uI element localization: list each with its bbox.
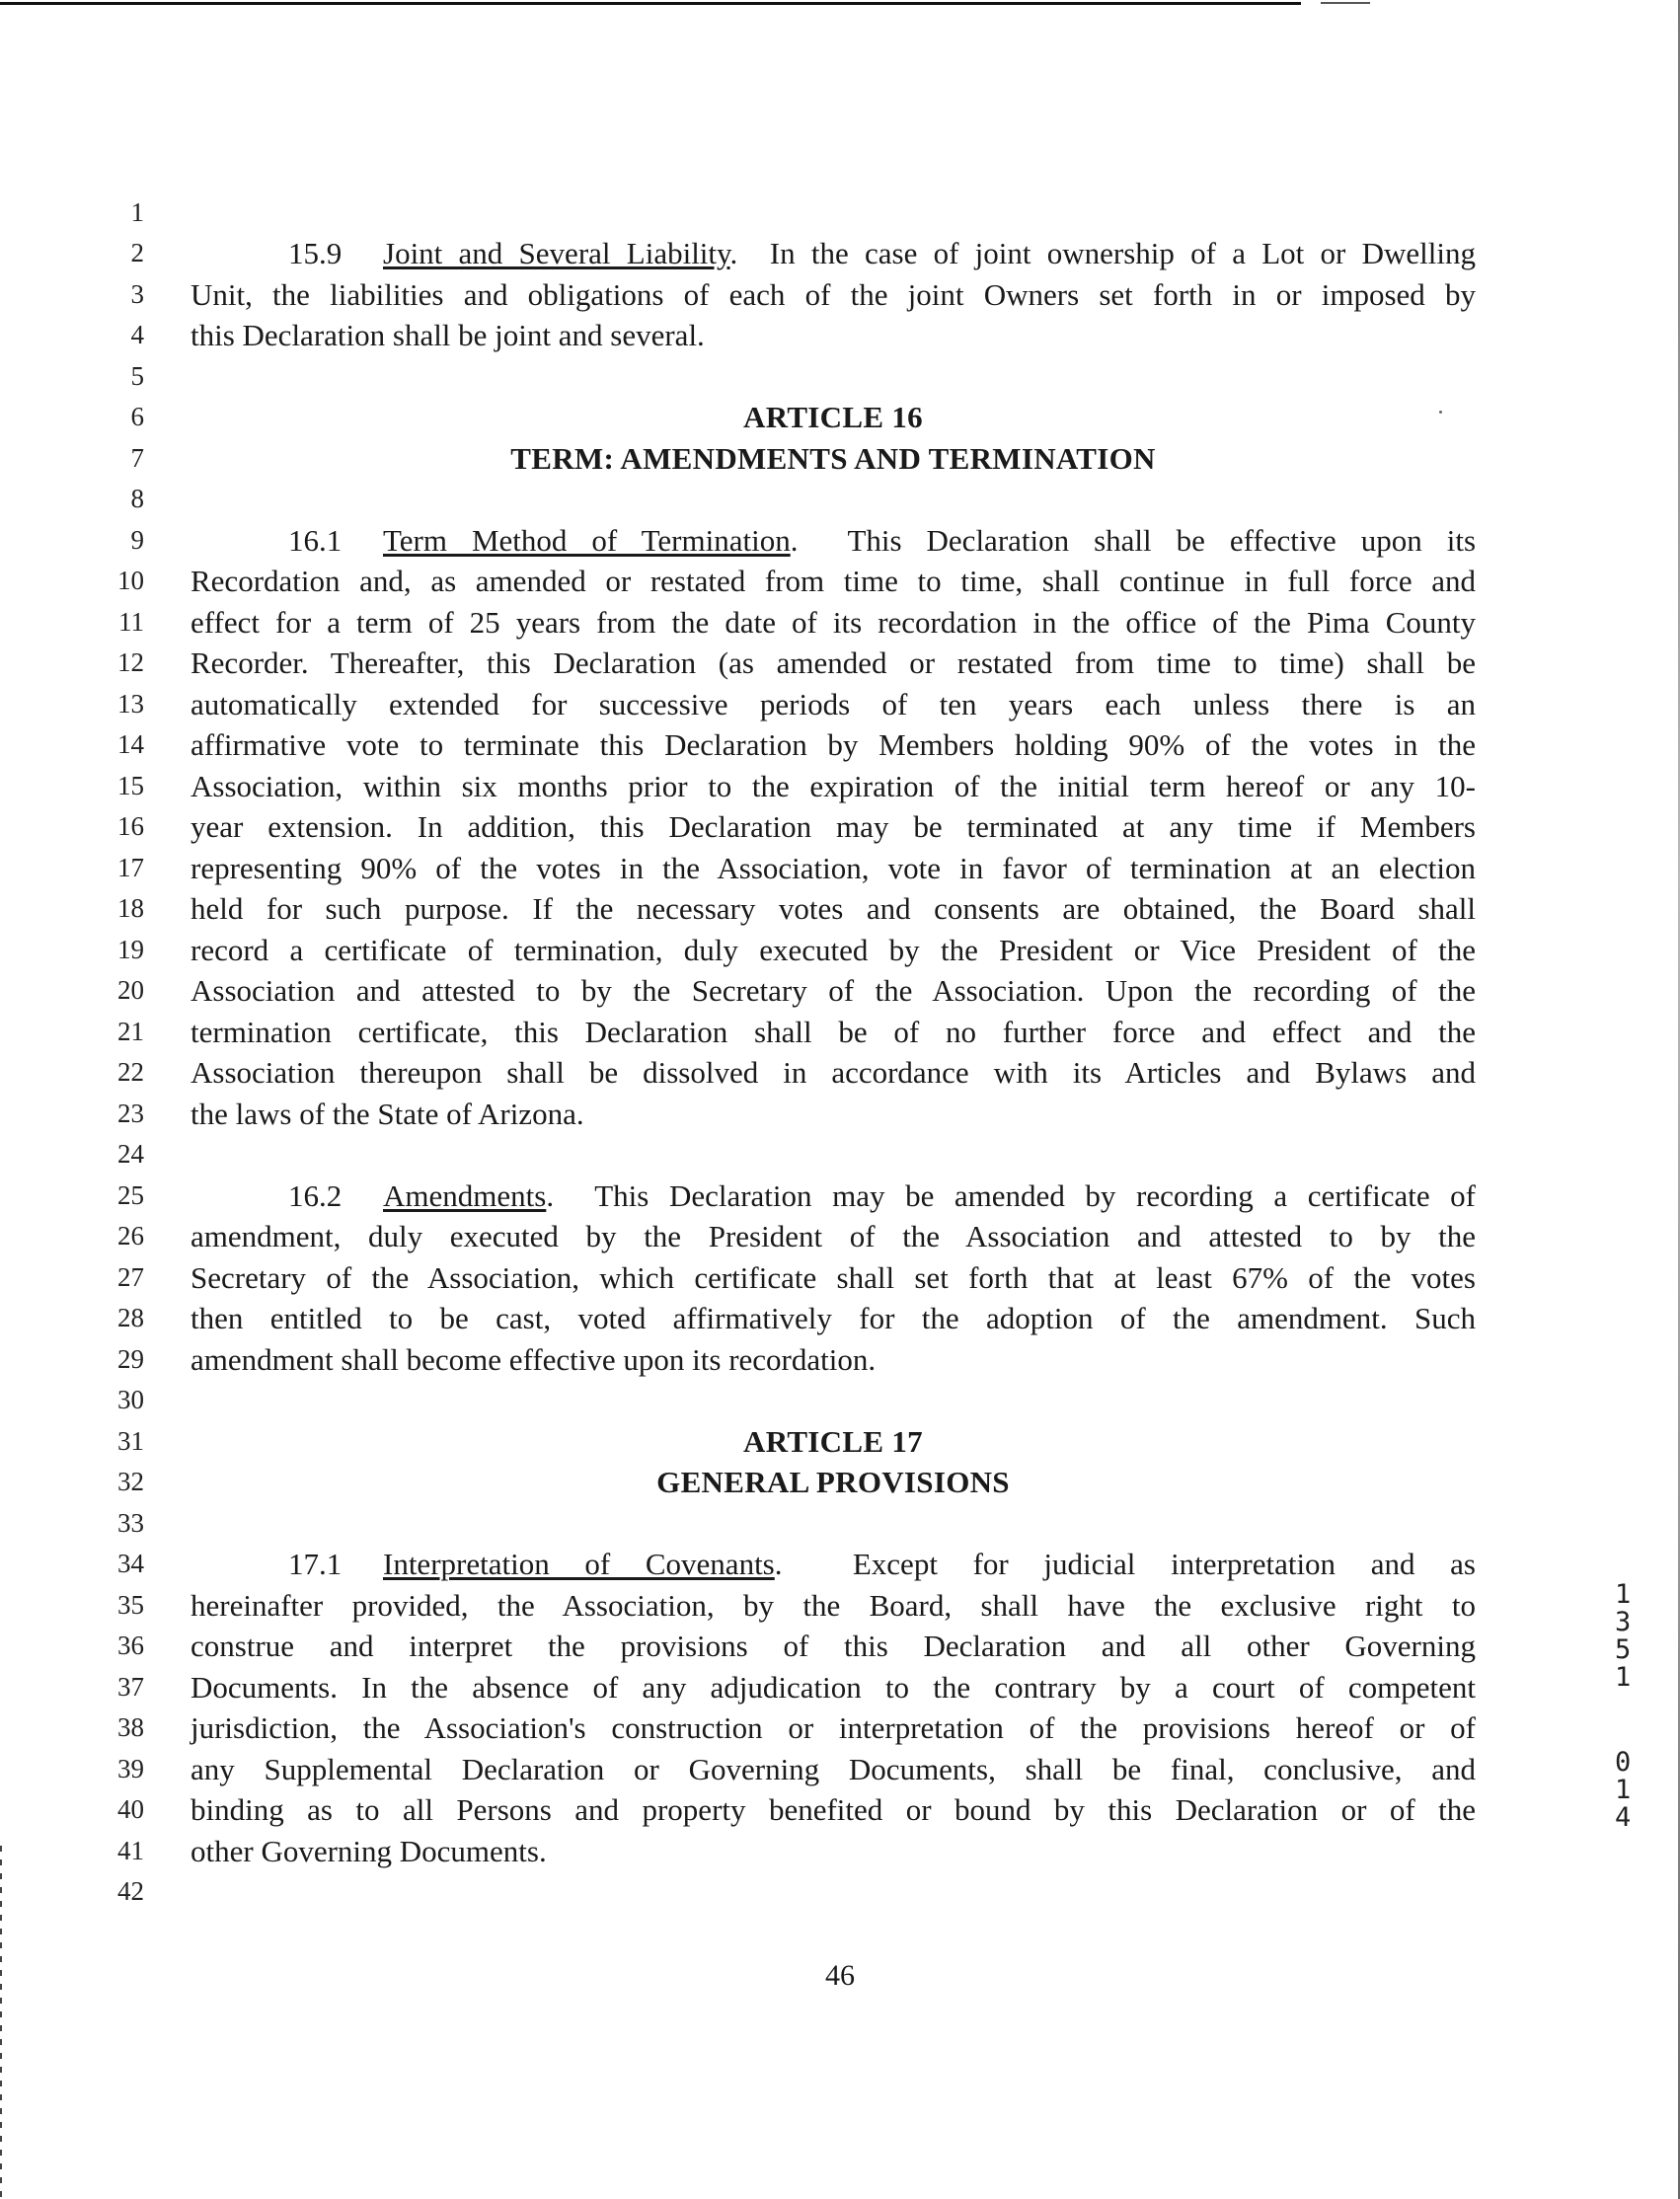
line-number: 29: [117, 1344, 144, 1374]
left-scan-edge: [0, 1846, 2, 2199]
line-number: 17: [117, 853, 144, 882]
line-number: 8: [130, 484, 144, 513]
article-16-heading: ARTICLE 16: [743, 400, 923, 434]
section-15-9-line: 15.9 Joint and Several Liability. In the case of joint ownership of a Lot or Dwelling: [288, 236, 1477, 270]
section-17-1-number: 17.1: [288, 1547, 343, 1581]
stamp-digit: 4: [1615, 1802, 1632, 1833]
line-number: 37: [117, 1672, 144, 1702]
stamp-digit: 3: [1615, 1607, 1632, 1637]
line-number: 36: [117, 1630, 144, 1660]
section-16-2-line: Secretary of the Association, which certificate shall set forth that at least 67% of the votes: [191, 1260, 1476, 1295]
section-16-2-text: This Declaration may be amended by recording a certificate of: [594, 1178, 1477, 1213]
line-number: 38: [117, 1712, 144, 1742]
article-17-subheading: GENERAL PROVISIONS: [656, 1465, 1010, 1499]
section-15-9-title: Joint and Several Liability: [383, 236, 730, 270]
line-number: 7: [130, 443, 144, 473]
line-number: 15: [117, 771, 144, 800]
line-number: 9: [130, 525, 144, 555]
article-16-subheading: TERM: AMENDMENTS AND TERMINATION: [510, 441, 1156, 476]
line-number: 28: [117, 1303, 144, 1332]
stamp-digit: 1: [1615, 1579, 1632, 1610]
line-number: 13: [117, 689, 144, 719]
section-16-2-line: amendment shall become effective upon its recordation.: [191, 1342, 877, 1377]
line-number: 18: [117, 893, 144, 923]
section-16-1-line: effect for a term of 25 years from the date of its recordation in the office of the Pima County: [191, 605, 1476, 640]
section-17-1-line: Documents. In the absence of any adjudication to the contrary by a court of competent: [191, 1670, 1476, 1705]
section-16-1-line: Association thereupon shall be dissolved in accordance with its Articles and Bylaws and: [191, 1055, 1476, 1090]
line-number: 4: [130, 320, 144, 349]
line-number: 34: [117, 1549, 144, 1578]
line-number: 12: [117, 647, 144, 677]
line-number: 1: [130, 197, 144, 227]
line-number: 35: [117, 1590, 144, 1620]
stamp-digit: 1: [1615, 1775, 1632, 1805]
line-number: 41: [117, 1836, 144, 1865]
line-number: 21: [117, 1017, 144, 1046]
section-16-2-title: Amendments: [383, 1178, 547, 1213]
section-16-1-line: Association and attested to by the Secretary of the Association. Upon the recording of the: [191, 973, 1476, 1008]
section-17-1-line: hereinafter provided, the Association, by the Board, shall have the exclusive right to: [191, 1588, 1476, 1623]
line-number: 30: [117, 1385, 144, 1414]
line-number: 31: [117, 1426, 144, 1456]
recording-number-stamp: [1611, 1579, 1650, 1915]
section-17-1-line: other Governing Documents.: [191, 1834, 547, 1868]
section-16-1-line: held for such purpose. If the necessary votes and consents are obtained, the Board shall: [191, 891, 1476, 926]
section-16-1-number: 16.1: [288, 523, 343, 558]
line-number: 10: [117, 566, 144, 595]
line-number: 22: [117, 1057, 144, 1087]
line-number: 20: [117, 975, 144, 1005]
line-number: 39: [117, 1754, 144, 1783]
section-17-1-line: 17.1 Interpretation of Covenants. Except for judicial interpretation and as: [288, 1547, 1476, 1581]
section-16-2-line: 16.2 Amendments. This Declaration may be amended by recording a certificate of: [288, 1178, 1477, 1213]
line-number: 11: [118, 607, 144, 637]
section-17-1-text: Except for judicial interpretation and as: [852, 1547, 1476, 1581]
section-16-1-line: representing 90% of the votes in the Association, vote in favor of termination at an election: [191, 851, 1476, 885]
section-17-1-title: Interpretation of Covenants: [383, 1547, 775, 1581]
section-16-1-line: automatically extended for successive periods of ten years each unless there is an: [191, 687, 1476, 721]
section-16-1-line: Recordation and, as amended or restated from time to time, shall continue in full force and: [191, 564, 1476, 598]
line-number: 33: [117, 1508, 144, 1538]
stamp-digit: 5: [1615, 1634, 1632, 1665]
section-16-1-line: record a certificate of termination, duly executed by the President or Vice President of the: [191, 933, 1476, 967]
line-number: 32: [117, 1467, 144, 1496]
section-17-1-line: any Supplemental Declaration or Governing Documents, shall be final, conclusive, and: [191, 1752, 1476, 1786]
stamp-digit: 1: [1615, 1662, 1632, 1693]
section-15-9-number: 15.9: [288, 236, 343, 270]
line-number: 3: [130, 279, 144, 309]
article-17-heading: ARTICLE 17: [743, 1424, 923, 1459]
line-number: 2: [130, 238, 144, 267]
line-number: 23: [117, 1099, 144, 1128]
line-number: 19: [117, 935, 144, 964]
line-number: 5: [130, 361, 144, 391]
section-16-1-line: 16.1 Term Method of Termination. This Declaration shall be effective upon its: [288, 523, 1477, 558]
stamp-digit: 0: [1615, 1747, 1632, 1778]
top-scan-border-tail: [1321, 2, 1370, 4]
section-16-2-line: amendment, duly executed by the President of the Association and attested to by the: [191, 1219, 1476, 1253]
section-17-1-line: construe and interpret the provisions of this Declaration and all other Governing: [191, 1629, 1476, 1663]
section-16-1-text: This Declaration shall be effective upon its: [847, 523, 1477, 558]
line-number: 14: [117, 729, 144, 759]
section-16-1-line: Recorder. Thereafter, this Declaration (as amended or restated from time to time) shall be: [191, 645, 1476, 680]
section-15-9-line: this Declaration shall be joint and several.: [191, 318, 705, 352]
page-number: 46: [825, 1959, 855, 1992]
section-16-2-number: 16.2: [288, 1178, 343, 1213]
section-16-1-line: the laws of the State of Arizona.: [191, 1097, 584, 1131]
line-number: 24: [117, 1139, 144, 1169]
section-16-1-title: Term Method of Termination: [383, 523, 791, 558]
section-16-2-line: then entitled to be cast, voted affirmatively for the adoption of the amendment. Such: [191, 1301, 1476, 1335]
section-16-1-line: termination certificate, this Declaration shall be of no further force and effect and the: [191, 1015, 1476, 1049]
line-number: 40: [117, 1794, 144, 1824]
section-16-1-line: year extension. In addition, this Declaration may be terminated at any time if Members: [191, 809, 1476, 844]
section-16-1-line: affirmative vote to terminate this Declaration by Members holding 90% of the votes in the: [191, 727, 1476, 762]
line-number: 27: [117, 1262, 144, 1292]
section-15-9-text: In the case of joint ownership of a Lot or Dwelling: [769, 236, 1477, 270]
line-number: 16: [117, 811, 144, 841]
line-number: 25: [117, 1180, 144, 1210]
line-number: 6: [130, 402, 144, 431]
section-15-9-line: Unit, the liabilities and obligations of each of the joint Owners set forth in or imposed by: [191, 277, 1476, 312]
line-number: 42: [117, 1876, 144, 1906]
line-number: 26: [117, 1221, 144, 1251]
top-scan-border: [0, 2, 1301, 5]
section-17-1-line: binding as to all Persons and property benefited or bound by this Declaration or of the: [191, 1792, 1476, 1827]
section-17-1-line: jurisdiction, the Association's construction or interpretation of the provisions hereof or of: [191, 1710, 1476, 1745]
section-16-1-line: Association, within six months prior to the expiration of the initial term hereof or any 10-: [191, 769, 1476, 803]
